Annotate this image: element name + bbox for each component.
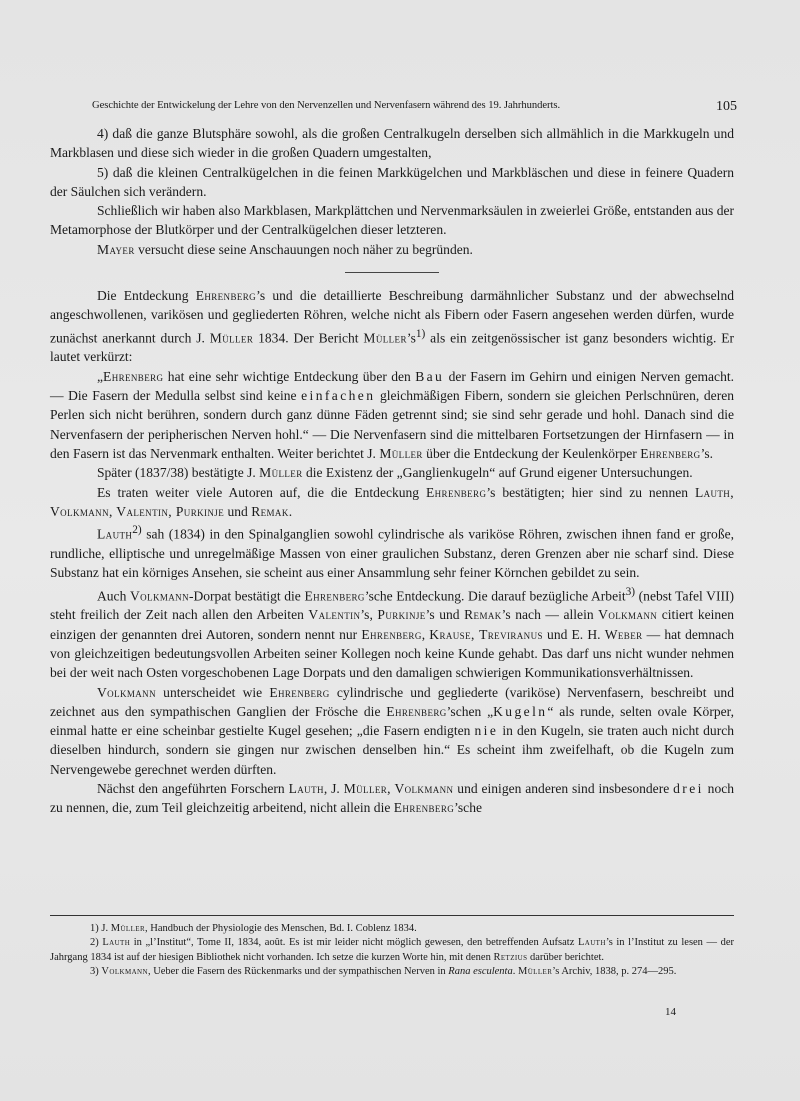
- author-names: Krause, Treviranus: [429, 626, 543, 642]
- paragraph-volkmann-dorpat: Auch Volkmann-Dorpat bestätigt die Ehrenberg’sche Entdeckung. Die darauf bezügliche Arbeit$^{3)}$ (nebst Tafel VIII) steht freilich der Zeit nach allen den Arbeiten Valentin’s, Purkinje’s und Remak’s nach — allein Volkmann citiert keinen einzigen der genannten drei Autoren, sondern nennt nur Ehrenberg, Krause, Treviranus und E. H. Weber — hat demnach von gleichzeitigen bedeutungsvollen Arbeiten seiner Kollegen noch keine Kunde gehabt. Das darf uns nicht wunder nehmen bei der weit nach Osten vorgeschobenen Lage Dorpats und den damaligen schwierigen Kommunikationsverhältnissen.: [50, 585, 735, 681]
- spaced-emphasis: Bau: [415, 368, 445, 384]
- author-name: Ehrenberg: [103, 368, 164, 384]
- author-name: Müller: [517, 965, 553, 977]
- main-text: [50, 124, 734, 818]
- paragraph-conclusion: Schließlich wir haben also Markblasen, Markplättchen und Nervenmarksäulen in zweierlei Größe, entstanden aus der Metamorphose der Blutkörper und der Centralkügelchen dieser letzteren.: [50, 203, 734, 238]
- page-number: 105: [716, 99, 737, 114]
- author-name: Lauth: [97, 526, 133, 542]
- author-name: Valentin: [308, 607, 361, 623]
- spaced-emphasis: drei: [673, 781, 704, 797]
- paragraph-point-5: 5) daß die kleinen Centralkügelchen in die feinen Markkügelchen und Markbläschen und diese in feinere Quadern der Säulchen sich verändern.: [50, 164, 734, 199]
- footnote-1: 1) J. Müller, Handbuch der Physiologie des Menschen, Bd. I. Coblenz 1834.: [90, 923, 417, 934]
- author-name: Weber: [604, 626, 643, 642]
- author-name: Müller: [343, 781, 388, 797]
- footnote-rule: [50, 915, 734, 916]
- paragraph-mayer: Mayer versucht diese seine Anschauungen noch näher zu begründen.: [97, 241, 473, 257]
- paragraph-quote: „Ehrenberg hat eine sehr wichtige Entdeckung über den Bau der Fasern im Gehirn und einigen Nerven gemacht. — Die Fasern der Medulla selbst sind keine einfachen gleichmäßigen Fibern, sondern sie gleichen Perlschnüren, deren Perlen sich nicht berühren, sondern durch ganz dünne Fäden getrennt sind; sie sind sehr gerade und hohl. Danach sind die Nervenfasern der peripherischen Nerven hohl.“ — Die Nervenfasern sind die mittelbaren Fortsetzungen der Hirnfasern — in den Fasern ist das Nervenmark enthalten. Weiter berichtet J. Müller über die Entdeckung der Keulenkörper Ehrenberg’s.: [50, 368, 734, 461]
- author-name: Ehrenberg: [195, 288, 257, 304]
- author-names: Lauth, Volkmann, Valentin, Purkinje: [50, 484, 734, 519]
- paragraph-next-researchers: Nächst den angeführten Forschern Lauth, J. Müller, Volkmann und einigen anderen sind insbesondere drei noch zu nennen, die, zum Teil gleichzeitig arbeitend, nicht allein die Ehrenberg’sche: [50, 781, 734, 816]
- author-name: Ehrenberg: [425, 484, 487, 500]
- footnote-2: 2) Lauth in „l’Institut“, Tome II, 1834, août. Es ist mir leider nicht möglich gewesen, den betreffenden Aufsatz Lauth’s in l’Institut zu lesen — der Jahrgang 1834 ist auf der hiesigen Bibliothek nicht vorhanden. Ich setze die kurzen Worte hin, mit denen Retzius darüber berichtet.: [50, 937, 734, 963]
- author-name: Volkmann: [129, 588, 189, 604]
- paragraph-mueller-later: Später (1837/38) bestätigte J. Müller die Existenz der „Ganglienkugeln“ auf Grund eigener Untersuchungen.: [97, 465, 693, 481]
- author-name: Volkmann: [394, 781, 454, 797]
- author-name: Volkmann: [101, 965, 148, 977]
- author-name: Lauth: [577, 937, 606, 949]
- paragraph-lauth: Lauth$^{2)}$ sah (1834) in den Spinalganglien sowohl cylindrische als variköse Röhren, zwischen ihnen fand er große, rundliche, elliptische und unregelmäßige Massen von einer graulichen Substanz, deren Grenzen aber nie scharf sind. Diese Substanz hat ein körniges Ansehen, sie scheint aus einer Ansammlung sehr feiner Körnchen gebildet zu sein.: [50, 524, 734, 581]
- footnotes: [50, 922, 734, 979]
- author-name: Ehrenberg: [640, 445, 701, 461]
- printer-signature: 14: [665, 1006, 676, 1018]
- footnote-ref: 1): [415, 327, 426, 340]
- author-name: Müller: [209, 330, 254, 346]
- footnote-ref: 3): [625, 585, 636, 598]
- author-name: Ehrenberg: [393, 800, 455, 816]
- author-name: Müller: [110, 923, 146, 934]
- species-name: Rana esculenta: [448, 965, 513, 977]
- author-name: Ehrenberg: [361, 626, 422, 642]
- spaced-emphasis: Kugeln: [493, 703, 548, 719]
- paragraph-point-4: 4) daß die ganze Blutsphäre sowohl, als die großen Centralkugeln derselben sich allmählich in die Markkugeln und Markblasen und diese sich wieder in die großen Quadern umgestalten,: [50, 126, 734, 161]
- author-name: Remak: [251, 503, 289, 519]
- section-divider: [345, 272, 439, 273]
- author-name: Volkmann: [97, 684, 156, 700]
- author-name: Ehrenberg: [304, 588, 365, 604]
- author-name: Remak: [464, 607, 502, 623]
- paragraph-volkmann-fibers: Volkmann unterscheidet wie Ehrenberg cylindrische und gegliederte (variköse) Nervenfasern, beschreibt und zeichnet aus den sympathischen Ganglien der Frösche die Ehrenberg’schen „Kugeln“ als runde, selten ovale Körper, einmal hatte er eine scheinbar gestielte Kugel gesehen; „die Fasern endigten nie in den Kugeln, sie traten auch nicht durch dieselben hindurch, sondern sie gingen nur zwischen denselben hin.“ Es scheint ihm zweifelhaft, ob die Kugeln zum Nervengewebe gerechnet werden dürften.: [50, 684, 734, 777]
- author-name: Lauth: [288, 781, 324, 797]
- spaced-emphasis: einfachen: [301, 388, 376, 404]
- author-name: Ehrenberg: [386, 703, 447, 719]
- paragraph-ehrenberg-discovery: Die Entdeckung Ehrenberg’s und die detaillierte Beschreibung darmähnlicher Substanz und der abwechselnd angeschwollenen, varikösen und gegliederten Röhren, welche nicht als Fibern oder Fasern angesehen werden dürfen, wurde zunächst anerkannt durch J. Müller 1834. Der Bericht $Müller’s^{1)}$ als ein zeitgenössischer ist ganz besonders wichtig. Er lautet verkürzt:: [50, 288, 735, 365]
- author-name: Retzius: [493, 951, 528, 963]
- author-name: Müller: [379, 445, 423, 461]
- author-name: Purkinje: [377, 607, 426, 623]
- footnote-3: 3) Volkmann, Ueber die Fasern des Rückenmarks und der sympathischen Nerven in Rana esculenta. Müller’s Archiv, 1838, p. 274—295.: [90, 965, 677, 977]
- running-header: Geschichte der Entwickelung der Lehre von den Nervenzellen und Nervenfasern während des 19. Jahrhunderts.: [92, 100, 561, 111]
- footnote-ref: 2): [132, 524, 142, 537]
- author-name: Lauth: [102, 937, 131, 949]
- author-name: Müller: [259, 465, 303, 481]
- spaced-emphasis: nie: [474, 723, 499, 739]
- author-name: Mayer: [97, 241, 135, 257]
- paragraph-authors: Es traten weiter viele Autoren auf, die die Entdeckung Ehrenberg’s bestätigten; hier sind zu nennen Lauth, Volkmann, Valentin, Purkinje und Remak.: [50, 484, 734, 519]
- author-name: Volkmann: [598, 607, 658, 623]
- author-name: Müller: [363, 330, 407, 346]
- author-name: Ehrenberg: [269, 684, 330, 700]
